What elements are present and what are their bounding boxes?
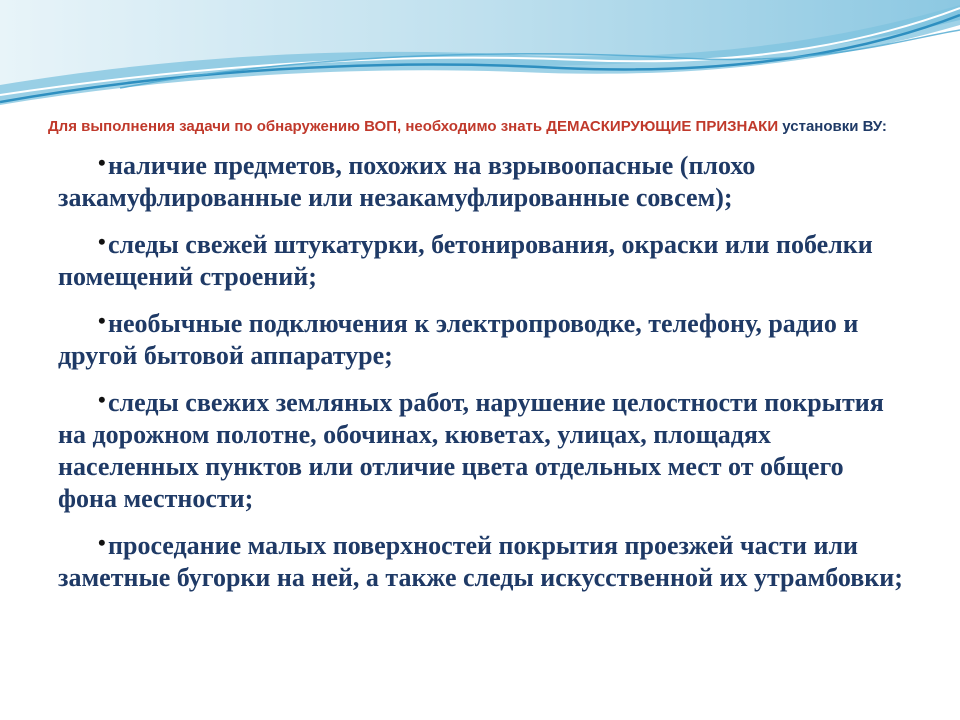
bullet-text: следы свежей штукатурки, бетонирования, окраски или побелки помещений строений;	[58, 230, 873, 291]
bullet-icon: •	[98, 530, 106, 555]
bullet-text: наличие предметов, похожих на взрывоопасные (плохо закамуфлированные или незакамуфлированные совсем);	[58, 151, 756, 212]
bullet-icon: •	[98, 308, 106, 333]
bullet-item	[58, 305, 908, 372]
bullet-icon: •	[98, 150, 106, 175]
bullet-item	[58, 147, 908, 214]
bullet-list	[58, 147, 908, 606]
bullet-item	[58, 527, 908, 594]
bullet-text: необычные подключения к электропроводке, телефону, радио и другой бытовой аппаратуре;	[58, 309, 859, 370]
slide-title	[48, 117, 928, 136]
bullet-icon: •	[98, 387, 106, 412]
bullet-icon: •	[98, 229, 106, 254]
bullet-item	[58, 226, 908, 293]
bullet-item	[58, 384, 908, 515]
bullet-text: проседание малых поверхностей покрытия проезжей части или заметные бугорки на ней, а также следы искусственной их утрамбовки;	[58, 531, 903, 592]
slide-title-accent: установки ВУ:	[782, 118, 887, 135]
bullet-text: следы свежих земляных работ, нарушение целостности покрытия на дорожном полотне, обочинах, кюветах, улицах, площадях населенных пунктов или отличие цвета отдельных мест от общего фона местности;	[58, 388, 884, 513]
slide-title-main: Для выполнения задачи по обнаружению ВОП, необходимо знать ДЕМАСКИРУЮЩИЕ ПРИЗНАКИ	[48, 118, 779, 135]
decorative-wave-header	[0, 0, 960, 120]
